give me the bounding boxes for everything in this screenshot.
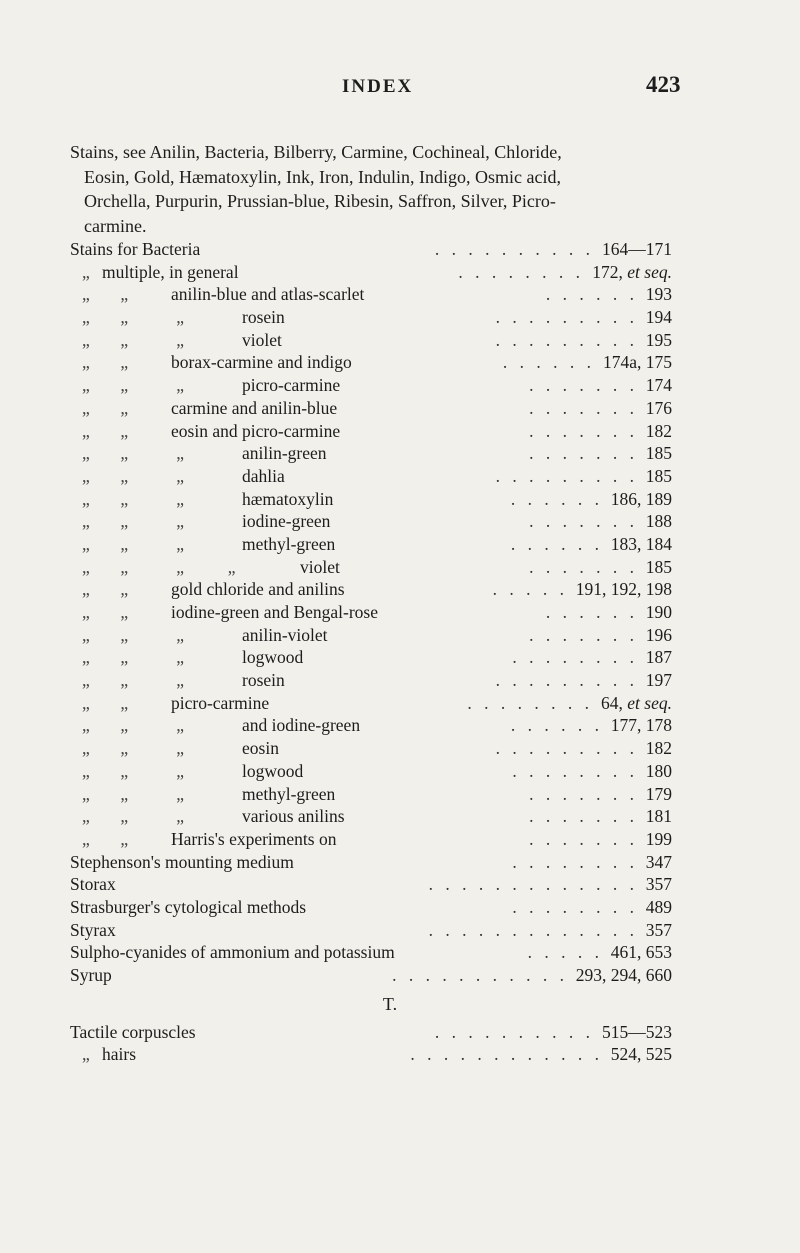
leader-dots: . . . . . — [527, 942, 603, 963]
section-letter: T. — [382, 993, 398, 1014]
entry-term: Stains for Bacteria — [70, 239, 201, 259]
index-entry — [70, 646, 710, 669]
entry-term: Strasburger's cytological methods — [70, 896, 307, 917]
ditto-marks: „ „ „ — [82, 375, 185, 396]
leader-dots: . . . . . . — [510, 488, 603, 509]
index-entry — [70, 1043, 710, 1066]
index-entry — [70, 397, 710, 420]
index-entry — [70, 851, 710, 874]
leader-dots: . . . . . . . — [529, 511, 638, 532]
leader-dots: . . . . . . . . . — [495, 738, 638, 759]
index-entry — [70, 488, 710, 511]
entry-pages: 357 — [645, 874, 672, 895]
entry-pages: 524, 525 — [610, 1044, 672, 1065]
index-entry — [70, 238, 710, 261]
index-entry — [70, 805, 710, 828]
entry-term: and iodine-green — [242, 715, 361, 736]
index-entry — [70, 828, 710, 851]
ditto-marks: „ „ „ — [82, 738, 185, 759]
leader-dots: . . . . . . . . — [512, 760, 638, 781]
index-entry — [70, 420, 710, 443]
entry-term: Syrup — [70, 965, 112, 985]
entry-pages: 185 — [645, 465, 672, 486]
index-entry — [70, 714, 710, 737]
entry-pages: 461, 653 — [610, 942, 672, 963]
index-entry — [70, 873, 710, 896]
index-entry — [70, 261, 710, 284]
entry-pages: 172, et seq. — [592, 261, 672, 282]
entry-term: violet — [242, 329, 282, 350]
index-entries — [70, 238, 710, 1066]
entry-term: picro-carmine — [242, 375, 341, 396]
index-entry — [70, 964, 710, 987]
entry-term: eosin and picro-carmine — [171, 420, 341, 441]
leader-dots: . . . . . . . . . . . . . — [428, 874, 638, 895]
running-title: INDEX — [342, 76, 414, 97]
ditto-marks: „ „ „ — [82, 783, 185, 804]
leader-dots: . . . . . . . . — [458, 261, 584, 282]
index-entry — [70, 737, 710, 760]
entry-pages: 181 — [645, 806, 672, 827]
leader-dots: . . . . . . . . . — [495, 670, 638, 691]
index-entry — [70, 1021, 710, 1044]
leader-dots: . . . . . . — [502, 352, 595, 373]
entry-pages: 515—523 — [602, 1021, 672, 1042]
entry-term: iodine-green — [242, 511, 331, 532]
leader-dots: . . . . . . . . . . . . . — [428, 919, 638, 940]
entry-pages: 174 — [645, 375, 672, 396]
ditto-marks: „ „ „ — [82, 465, 185, 486]
ditto-marks: „ „ — [82, 397, 129, 418]
ditto-marks: „ „ — [82, 602, 129, 622]
leader-dots: . . . . . . . . — [512, 896, 638, 917]
leader-dots: . . . . . . . — [529, 556, 638, 577]
ditto-marks: „ „ — [82, 284, 129, 305]
entry-pages: 176 — [645, 397, 672, 418]
entry-pages: 195 — [645, 329, 672, 350]
ditto-marks: „ „ — [82, 420, 129, 441]
leader-dots: . . . . . . . . — [512, 851, 638, 872]
leader-dots: . . . . . . . . . — [495, 307, 638, 328]
entry-term: eosin — [242, 738, 279, 759]
ditto-marks: „ „ — [82, 692, 129, 713]
index-entry — [70, 624, 710, 647]
entry-pages: 164—171 — [602, 239, 672, 259]
index-entry — [70, 896, 710, 919]
entry-pages: 347 — [645, 851, 672, 872]
entry-term: rosein — [242, 307, 285, 328]
entry-term: dahlia — [242, 465, 285, 486]
entry-term: anilin-blue and atlas-scarlet — [171, 284, 365, 305]
cross-reference-paragraph — [70, 140, 690, 238]
entry-term: anilin-green — [242, 443, 327, 464]
entry-pages: 186, 189 — [610, 488, 672, 509]
index-entry — [70, 556, 710, 579]
index-entry — [70, 783, 710, 806]
ditto-marks: „ „ — [82, 828, 129, 849]
leader-dots: . . . . . . — [545, 602, 638, 622]
entry-term: Sulpho-cyanides of ammonium and potassium — [70, 942, 395, 963]
entry-term: anilin-violet — [242, 624, 328, 645]
entry-term: methyl-green — [242, 783, 336, 804]
ditto-marks: „ „ „ — [82, 806, 185, 827]
entry-pages: 182 — [645, 738, 672, 759]
entry-term: picro-carmine — [171, 692, 270, 713]
entry-term: logwood — [242, 760, 304, 781]
leader-dots: . . . . . . . — [529, 397, 638, 418]
entry-pages: 185 — [645, 443, 672, 464]
entry-pages: 293, 294, 660 — [575, 965, 672, 985]
index-entry — [70, 941, 710, 964]
entry-term: hæmatoxylin — [242, 488, 334, 509]
ditto-marks: „ „ „ — [82, 443, 185, 464]
ditto-marks: „ — [82, 261, 90, 282]
index-entry — [70, 329, 710, 352]
leader-dots: . . . . . . . — [529, 375, 638, 396]
intro-line: Eosin, Gold, Hæmatoxylin, Ink, Iron, Indulin, Indigo, Osmic acid, — [84, 166, 561, 187]
index-entry — [70, 351, 710, 374]
ditto-marks: „ „ „ — [82, 760, 185, 781]
entry-term: multiple, in general — [102, 261, 239, 282]
entry-term: Storax — [70, 874, 116, 895]
index-entry — [70, 283, 710, 306]
ditto-marks: „ „ „ — [82, 624, 185, 645]
ditto-marks: „ „ — [82, 352, 129, 373]
entry-pages: 187 — [645, 647, 672, 668]
ditto-marks: „ — [82, 1044, 90, 1065]
ditto-marks: „ „ — [82, 579, 129, 600]
leader-dots: . . . . . . — [545, 284, 638, 305]
leader-dots: . . . . . . . . . — [495, 465, 638, 486]
ditto-marks: „ „ „ — [82, 307, 185, 328]
ditto-marks: „ „ „ — [82, 533, 185, 554]
leader-dots: . . . . . . . — [529, 443, 638, 464]
entry-pages: 183, 184 — [610, 533, 672, 554]
entry-pages: 177, 178 — [610, 715, 672, 736]
ditto-marks: „ „ „ — [82, 511, 185, 532]
entry-pages: 196 — [645, 624, 672, 645]
entry-pages: 179 — [645, 783, 672, 804]
leader-dots: . . . . . . . — [529, 806, 638, 827]
leader-dots: . . . . . . . — [529, 783, 638, 804]
index-entry — [70, 533, 710, 556]
entry-term: carmine and anilin-blue — [171, 397, 338, 418]
entry-term: logwood — [242, 647, 304, 668]
ditto-marks: „ „ „ — [82, 488, 185, 509]
index-entry — [70, 510, 710, 533]
intro-line: Stains, see Anilin, Bacteria, Bilberry, Carmine, Cochineal, Chloride, — [70, 142, 562, 162]
entry-term: violet — [300, 556, 340, 577]
index-entry — [70, 465, 710, 488]
entry-pages: 174a, 175 — [602, 352, 672, 373]
entry-pages: 188 — [645, 511, 672, 532]
entry-term: iodine-green and Bengal-rose — [171, 602, 379, 622]
entry-term: hairs — [102, 1044, 137, 1065]
ditto-marks: „ „ „ — [82, 670, 185, 691]
entry-pages: 182 — [645, 420, 672, 441]
index-entry — [70, 760, 710, 783]
leader-dots: . . . . . . . . . — [495, 329, 638, 350]
entry-pages: 199 — [645, 828, 672, 849]
ditto-marks: „ „ „ „ — [82, 556, 236, 577]
entry-pages: 64, et seq. — [601, 692, 672, 713]
leader-dots: . . . . . . . — [529, 420, 638, 441]
entry-term: rosein — [242, 670, 285, 691]
entry-pages: 489 — [645, 896, 672, 917]
entry-pages: 185 — [645, 556, 672, 577]
entry-term: borax-carmine and indigo — [171, 352, 352, 373]
index-entry — [70, 374, 710, 397]
index-entry — [70, 306, 710, 329]
entry-term: various anilins — [242, 806, 345, 827]
entry-term: Stephenson's mounting medium — [70, 851, 294, 872]
page-number: 423 — [646, 72, 681, 97]
entry-pages: 357 — [645, 919, 672, 940]
intro-line: carmine. — [84, 215, 147, 236]
leader-dots: . . . . . . . . . . — [434, 1021, 594, 1042]
entry-pages: 194 — [645, 307, 672, 328]
entry-term: Harris's experiments on — [171, 828, 337, 849]
index-entry — [70, 669, 710, 692]
index-entry — [70, 692, 710, 715]
entry-pages: 190 — [645, 602, 672, 622]
entry-term: methyl-green — [242, 533, 336, 554]
entry-term: Tactile corpuscles — [70, 1021, 196, 1042]
leader-dots: . . . . . . . — [529, 828, 638, 849]
index-entry — [70, 578, 710, 601]
leader-dots: . . . . . — [492, 579, 568, 600]
index-entry — [70, 601, 710, 624]
ditto-marks: „ „ „ — [82, 647, 185, 668]
ditto-marks: „ „ „ — [82, 329, 185, 350]
index-entry — [70, 442, 710, 465]
entry-term: gold chloride and anilins — [171, 579, 345, 600]
intro-line: Orchella, Purpurin, Prussian-blue, Ribesin, Saffron, Silver, Picro- — [84, 191, 556, 211]
page-header — [0, 72, 800, 116]
entry-pages: 191, 192, 198 — [575, 579, 672, 600]
index-entry — [70, 919, 710, 942]
entry-pages: 193 — [645, 284, 672, 305]
leader-dots: . . . . . . . . . . — [434, 239, 594, 259]
leader-dots: . . . . . . — [510, 715, 603, 736]
entry-pages: 197 — [645, 670, 672, 691]
leader-dots: . . . . . . — [510, 533, 603, 554]
leader-dots: . . . . . . . . — [512, 647, 638, 668]
entry-pages: 180 — [645, 760, 672, 781]
entry-term: Styrax — [70, 919, 116, 940]
leader-dots: . . . . . . . . — [467, 692, 593, 713]
ditto-marks: „ „ „ — [82, 715, 185, 736]
leader-dots: . . . . . . . . . . . . — [410, 1044, 603, 1065]
leader-dots: . . . . . . . . . . . — [392, 965, 568, 985]
leader-dots: . . . . . . . — [529, 624, 638, 645]
